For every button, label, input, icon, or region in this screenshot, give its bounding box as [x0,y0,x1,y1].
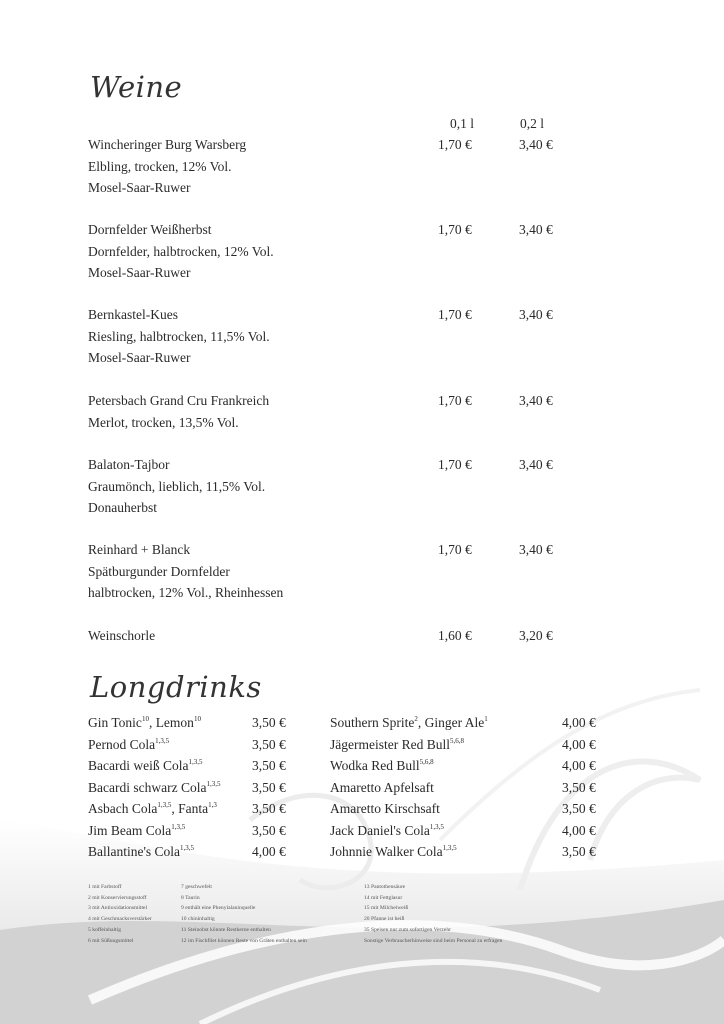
wine-price-01: 1,70 € [438,457,472,472]
wine-name: Petersbach Grand Cru Frankreich [88,393,270,408]
longdrink-price: 4,00 € [562,715,596,730]
footnote-ref: 1,3,5 [206,779,221,788]
drink-name: , Ginger Ale [417,715,485,730]
footnote-ref: 1,3,5 [155,736,170,745]
footnote-item: 1 mit Farbstoff [88,884,122,890]
wine-detail: Riesling, halbtrocken, 11,5% Vol. [88,328,270,344]
longdrink-price: 3,50 € [562,779,596,795]
longdrink-price: 4,00 € [252,844,286,859]
wine-price-01: 1,70 € [438,542,472,557]
wine-detail: Spätburgunder Dornfelder [88,563,230,579]
drink-name: Amaretto Apfelsaft [330,779,434,795]
drink-name: Ballantine's Cola [88,844,181,859]
footnote-item: 15 mit Milcheiweiß [364,905,409,912]
footnote-ref: 5,6,8 [419,758,434,766]
wine-name: Wincheringer Burg Warsberg [88,137,247,152]
longdrink-name [88,737,169,753]
wine-detail: Elbling, trocken, 12% Vol. [88,158,232,174]
wine-price-01: 1,70 € [438,393,472,408]
wine-name: Dornfelder Weißherbst [88,222,212,237]
longdrink-name [330,844,457,860]
longdrink-price: 4,00 € [562,758,596,773]
longdrink-name [88,758,202,774]
wine-name: Reinhard + Blanck [88,542,191,557]
longdrink-price: 3,50 € [562,844,596,859]
footnote-ref: 1,3 [208,801,217,809]
wine-detail: Mosel-Saar-Ruwer [88,350,191,365]
wine-price-01: 1,60 € [438,628,472,643]
footnote-item: 2 mit Konservierungsstoff [88,894,147,901]
drink-name: , Lemon [148,715,194,730]
wine-price-01: 1,70 € [438,307,472,322]
drink-name: Jägermeister Red Bull [330,736,450,752]
footnote-item: 6 mit Süßungsmittel [88,937,134,944]
footnote-ref: 10 [141,715,149,723]
longdrink-price: 4,00 € [562,736,596,752]
footnote-ref: 10 [193,715,201,723]
longdrinks-section-title: Longdrinks [90,670,262,704]
footnote-ref: 1,3,5 [157,801,172,809]
wine-name: Balaton-Tajbor [88,457,170,472]
wine-price-02: 3,40 € [519,222,553,237]
footnote-item: 5 koffeinhaltig [88,926,121,933]
wine-price-02: 3,40 € [519,307,553,322]
longdrink-price: 3,50 € [252,715,286,730]
longdrink-price: 3,50 € [252,801,286,816]
footnote-item: 20 Pfanne ist heiß [364,916,405,923]
longdrink-price: 3,50 € [252,736,286,752]
wine-detail: halbtrocken, 12% Vol., Rheinhessen [88,585,284,600]
longdrink-name [330,715,488,731]
drink-name: Jim Beam Cola [88,822,172,838]
wine-section-title: Weine [90,70,183,104]
wine-detail: Merlot, trocken, 13,5% Vol. [88,414,239,430]
wine-detail: Dornfelder, halbtrocken, 12% Vol. [88,243,274,259]
footnote-item: 14 mit Fettglasur [364,894,403,901]
longdrink-name [330,758,434,774]
longdrink-name [88,715,201,731]
footnote-item: 7 geschwefelt [181,884,212,890]
longdrink-name [88,844,194,860]
wine-detail: Graumönch, lieblich, 11,5% Vol. [88,478,266,494]
wine-price-01: 1,70 € [438,137,472,152]
wine-detail: Mosel-Saar-Ruwer [88,180,191,195]
longdrink-price: 3,50 € [252,822,286,838]
drink-name: Bacardi schwarz Cola [88,779,207,795]
footnote-ref: 2 [414,715,418,723]
wine-name: Weinschorle [88,628,156,643]
drink-name: Gin Tonic [88,715,142,730]
drink-name: Jack Daniel's Cola [330,822,430,838]
footnote-ref: 1 [484,715,488,723]
drink-name: Wodka Red Bull [330,758,420,773]
footnote-item: 10 chininhaltig [181,916,215,923]
longdrink-name [330,823,444,839]
wine-price-02: 3,40 € [519,457,553,472]
footnote-item: 4 mit Geschmacksverstärker [88,916,152,923]
wine-price-02: 3,40 € [519,137,553,152]
wine-price-02: 3,40 € [519,393,553,408]
footnote-ref: 1,3,5 [442,844,457,852]
longdrink-name [330,737,464,753]
wine-price-02: 3,40 € [519,542,553,557]
longdrink-name [88,780,220,796]
footnote-item: 3 mit Antioxidationsmittel [88,905,148,912]
longdrink-name [88,801,217,817]
drink-name: Bacardi weiß Cola [88,758,189,773]
footnote-ref: 5,6,8 [449,736,464,745]
drink-name: Southern Sprite [330,715,415,730]
drink-name: Pernod Cola [88,736,156,752]
footnote-item: 9 enthält eine Phenylalaninquelle [181,905,256,912]
drink-name: Asbach Cola [88,801,158,816]
wine-name: Bernkastel-Kues [88,307,178,322]
column-header-02: 0,2 l [520,116,545,131]
footnote-ref: 1,3,5 [171,822,186,831]
longdrink-name [330,780,434,796]
drink-name: , Fanta [171,801,209,816]
longdrink-price: 3,50 € [252,779,286,795]
wine-detail: Donauherbst [88,500,157,515]
footnote-item: 13 Pantothensäure [364,884,406,890]
footnote-item: 11 Steinobst könnte Restkerne enthalten [181,926,271,933]
footnote-item: Sonstige Verbraucherhinweise sind beim Personal zu erfragen [364,937,503,944]
footnote-item: 12 im Fischfilet können Reste von Gräten enthalten sein [181,937,307,944]
longdrink-name [330,801,440,817]
footnote-item: 35 Speisen nur zum sofortigen Verzehr [364,926,452,933]
column-header-01: 0,1 l [450,116,475,131]
wine-price-02: 3,20 € [519,628,553,643]
footnote-ref: 1,3,5 [429,822,444,831]
wine-price-01: 1,70 € [438,222,472,237]
footnote-item: 8 Taurin [181,894,200,901]
footnote-ref: 1,3,5 [180,844,195,852]
footnote-ref: 1,3,5 [188,758,203,766]
longdrink-price: 3,50 € [252,758,286,773]
wine-detail: Mosel-Saar-Ruwer [88,265,191,280]
longdrink-price: 3,50 € [562,801,596,816]
longdrink-name [88,823,185,839]
drink-name: Johnnie Walker Cola [330,844,443,859]
drink-name: Amaretto Kirschsaft [330,801,440,816]
longdrink-price: 4,00 € [562,822,596,838]
